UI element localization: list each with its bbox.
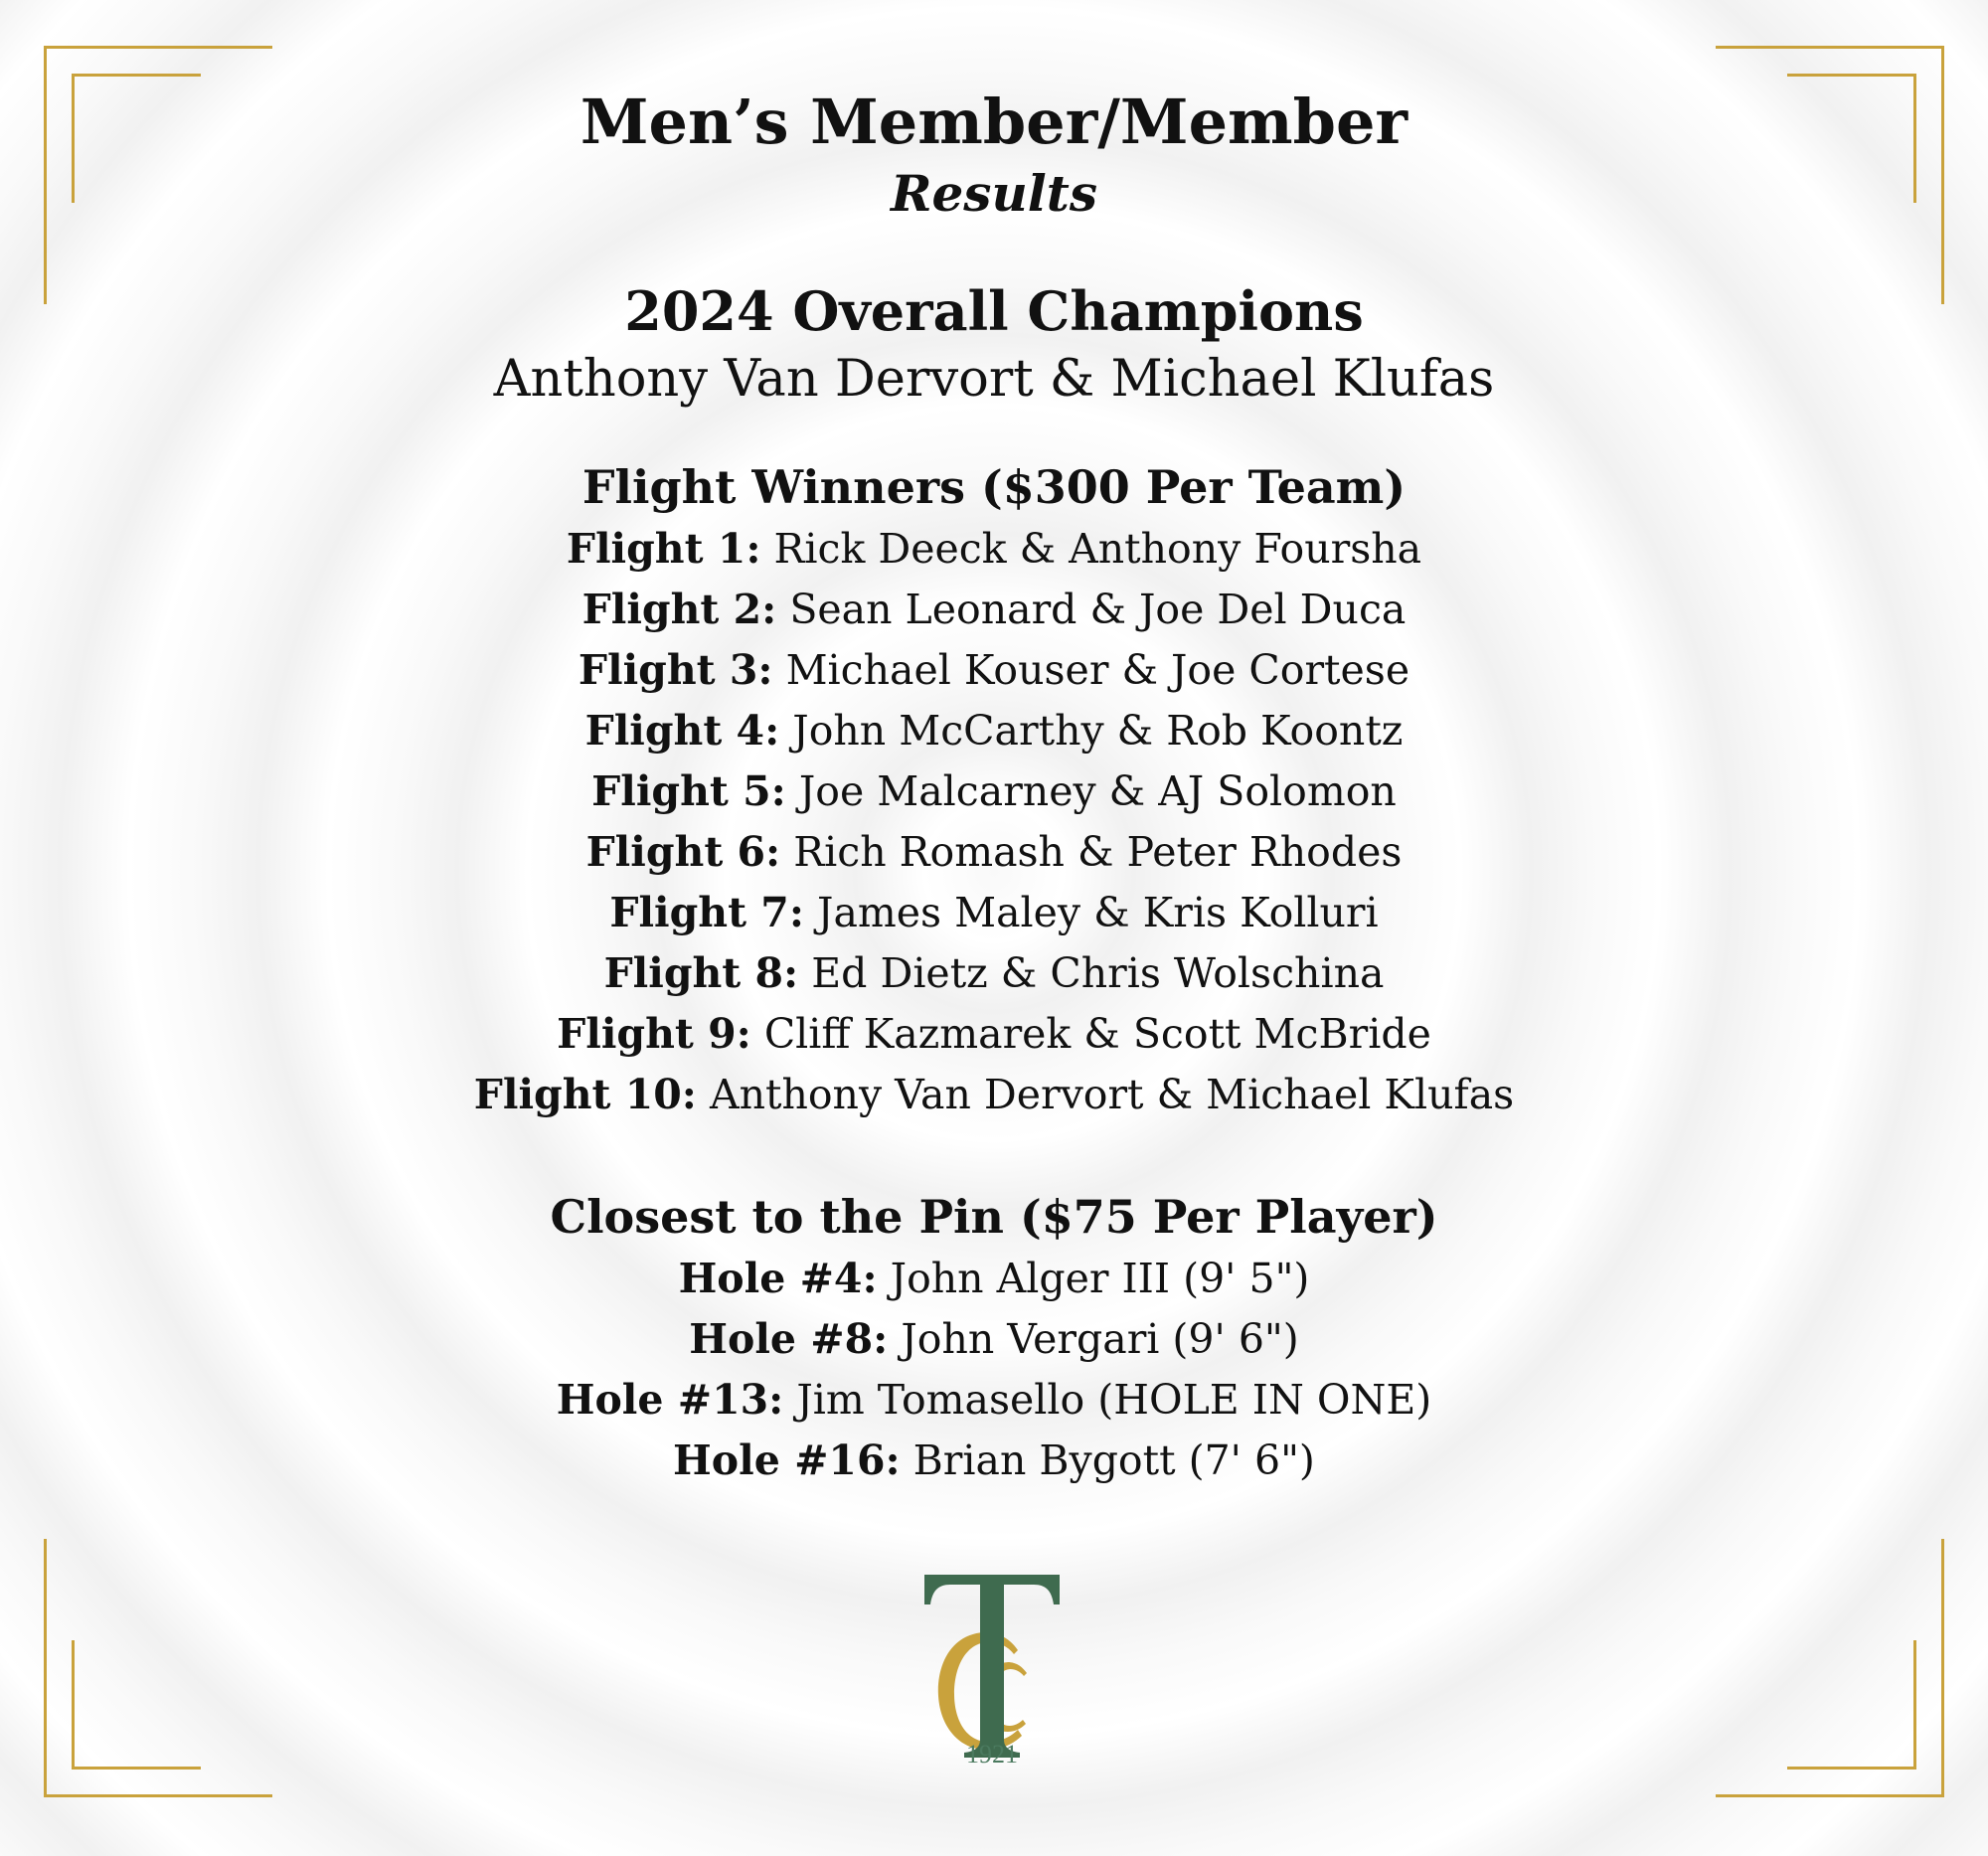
page-title: Men’s Member/Member (580, 85, 1408, 158)
flight-label: Flight 4: (584, 707, 780, 755)
flight-label: Flight 1: (566, 525, 761, 573)
flight-names: Ed Dietz & Chris Wolschina (811, 949, 1385, 997)
flight-names: Joe Malcarney & AJ Solomon (798, 767, 1397, 815)
closest-pin-list (0, 1249, 1988, 1491)
hole-row (0, 1431, 1988, 1491)
results-content (0, 84, 1988, 1491)
flight-row (0, 640, 1988, 701)
flight-label: Flight 2: (581, 586, 777, 633)
flight-row (0, 1004, 1988, 1065)
flight-names: Rick Deeck & Anthony Foursha (773, 525, 1422, 573)
flight-names: Cliff Kazmarek & Scott McBride (763, 1010, 1431, 1058)
flight-names: James Maley & Kris Kolluri (817, 889, 1379, 936)
flight-row (0, 761, 1988, 822)
hole-row (0, 1249, 1988, 1309)
club-logo-year: 1921 (966, 1740, 1018, 1769)
flight-names: Anthony Van Dervort & Michael Klufas (709, 1071, 1515, 1118)
hole-label: Hole #8: (689, 1315, 889, 1363)
page-subtitle: Results (890, 164, 1098, 223)
hole-winner: John Vergari (9' 6") (901, 1315, 1299, 1363)
flight-winners-heading: Flight Winners ($300 Per Team) (581, 460, 1407, 514)
flight-names: Rich Romash & Peter Rhodes (793, 828, 1403, 876)
flight-row (0, 883, 1988, 943)
hole-label: Hole #16: (673, 1436, 901, 1484)
flight-row (0, 943, 1988, 1004)
flight-label: Flight 6: (585, 828, 781, 876)
champions-heading: 2024 Overall Champions (624, 279, 1364, 343)
flight-winners-list (0, 519, 1988, 1125)
flight-label: Flight 5: (591, 767, 786, 815)
hole-row (0, 1309, 1988, 1370)
champions-names: Anthony Van Dervort & Michael Klufas (493, 350, 1495, 409)
flight-row (0, 519, 1988, 580)
flight-label: Flight 9: (557, 1010, 751, 1058)
flight-label: Flight 10: (473, 1071, 697, 1118)
flight-names: Sean Leonard & Joe Del Duca (789, 586, 1407, 633)
flight-label: Flight 7: (609, 889, 804, 936)
hole-winner: Jim Tomasello (HOLE IN ONE) (796, 1376, 1432, 1424)
flight-row (0, 1065, 1988, 1125)
flight-names: Michael Kouser & Joe Cortese (785, 646, 1410, 694)
hole-row (0, 1370, 1988, 1431)
flight-row (0, 580, 1988, 640)
corner-ornament-bottom-right (1716, 1529, 1944, 1797)
hole-label: Hole #4: (678, 1255, 878, 1302)
hole-label: Hole #13: (556, 1376, 784, 1424)
flight-row (0, 701, 1988, 761)
flight-row (0, 822, 1988, 883)
closest-pin-heading: Closest to the Pin ($75 Per Player) (550, 1190, 1438, 1244)
hole-winner: Brian Bygott (7' 6") (912, 1436, 1315, 1484)
flight-label: Flight 8: (603, 949, 799, 997)
hole-winner: John Alger III (9' 5") (890, 1255, 1310, 1302)
flight-names: John McCarthy & Rob Koontz (792, 707, 1404, 755)
corner-ornament-bottom-left (44, 1529, 272, 1797)
flight-label: Flight 3: (578, 646, 773, 694)
